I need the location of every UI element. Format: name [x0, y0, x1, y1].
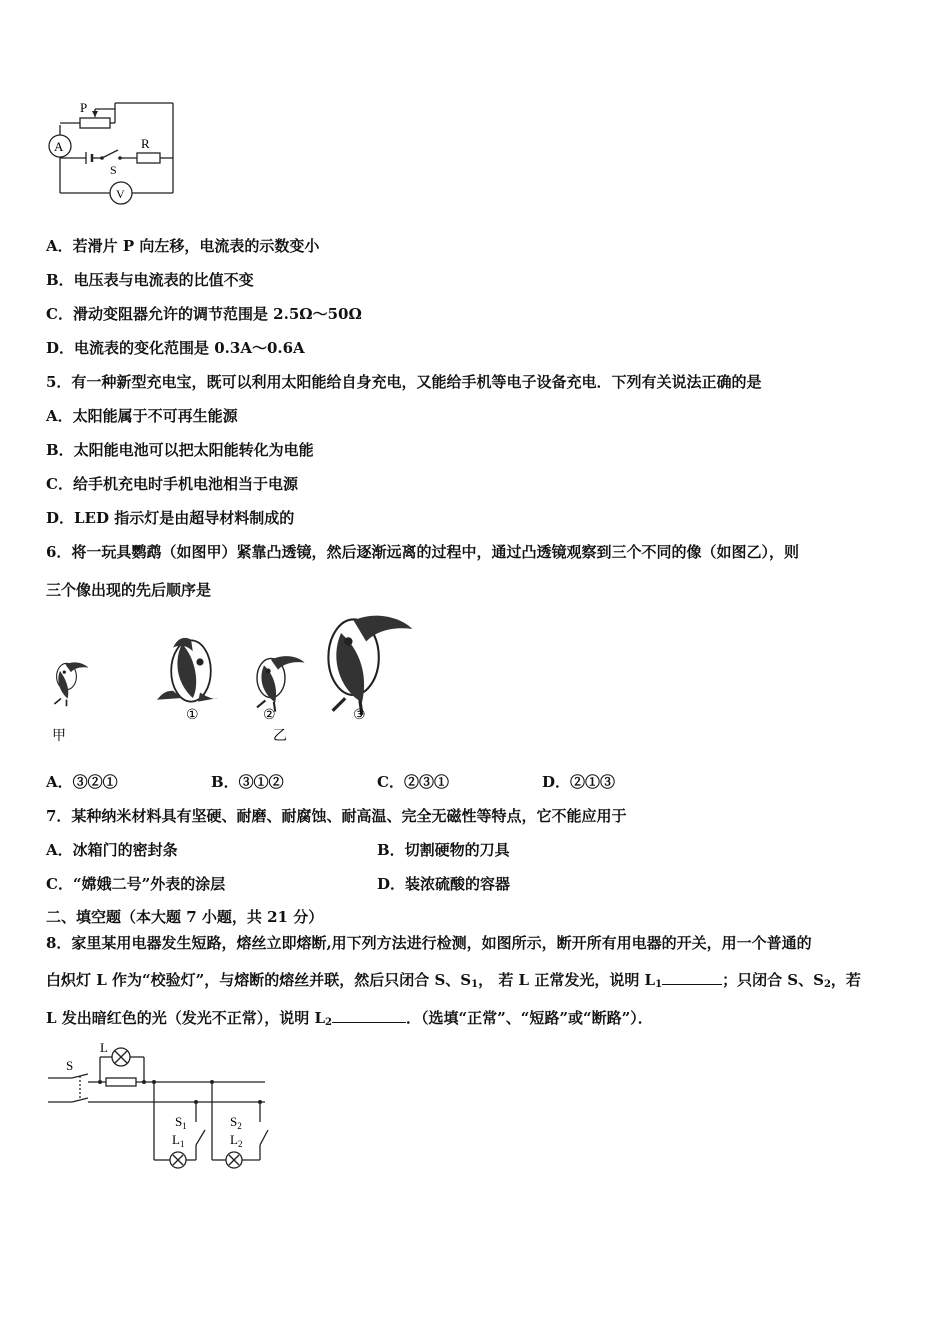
- q5-option-d: D．LED 指示灯是由超导材料制成的: [46, 509, 295, 527]
- section2-title: 二、填空题（本大题 7 小题，共 21 分）: [46, 908, 324, 926]
- svg-text:S2: $S_2$: [230, 1114, 242, 1131]
- q6-stem-line2: 三个像出现的先后顺序是: [46, 581, 212, 599]
- label-jia: 甲: [52, 729, 66, 744]
- label-L-check: L: [100, 1040, 108, 1055]
- answer-blank-2[interactable]: [332, 1008, 406, 1023]
- q6-option-c: C．②③①: [377, 773, 449, 791]
- q6-option-b: B．③①②: [211, 773, 284, 791]
- parrot-image-2: [257, 656, 305, 711]
- voltmeter-label: V: [116, 187, 125, 201]
- q8-line3: L 发出暗红色的光（发光不正常），说明 $L_2$ ．（选填“正常”、“短路”或“断路”）．: [46, 1009, 653, 1028]
- q8-line1: 8．家里某用电器发生短路，熔丝立即熔断,用下列方法进行检测，如图所示，断开所有用电器的开关，用一个普通的: [46, 934, 812, 952]
- label-L2: L: [230, 1132, 238, 1147]
- q6-option-a: A．③②①: [46, 773, 118, 791]
- label-S1: S: [175, 1114, 183, 1129]
- svg-text:L1: $L_1$: [172, 1132, 185, 1149]
- q4-option-a: A．若滑片 P 向左移，电流表的示数变小: [46, 237, 320, 255]
- parrot-jia: [54, 662, 88, 706]
- svg-text:L2: $L_2$: [230, 1132, 243, 1149]
- q6-stem-line1: 6．将一玩具鹦鹉（如图甲）紧靠凸透镜，然后逐渐远离的过程中，通过凸透镜观察到三个不同的像（如图乙），则: [46, 543, 799, 561]
- q7-option-c: C．“嫦娥二号”外表的涂层: [46, 875, 226, 893]
- circuit-diagram-q8: [40, 1040, 280, 1175]
- label-n3: ③: [353, 708, 366, 723]
- q4-option-d: D．电流表的变化范围是 0.3A～0.6A: [46, 339, 305, 357]
- label-S-main: S: [66, 1058, 74, 1073]
- q4-option-c: C．滑动变阻器允许的调节范围是 2.5Ω～50Ω: [46, 305, 362, 323]
- q4-option-b: B．电压表与电流表的比值不变: [46, 271, 254, 289]
- svg-text:S1: $S_1$: [175, 1114, 187, 1131]
- parrot-figure-q6: [40, 605, 420, 745]
- label-n1: ①: [186, 708, 199, 723]
- answer-blank-1[interactable]: [662, 970, 722, 985]
- circuit-diagram-q4: [40, 95, 190, 210]
- q7-option-a: A．冰箱门的密封条: [46, 841, 178, 859]
- label-S: S: [110, 163, 117, 177]
- q7-stem: 7．某种纳米材料具有坚硬、耐磨、耐腐蚀、耐高温、完全无磁性等特点，它不能应用于: [46, 807, 627, 825]
- label-n2: ②: [263, 708, 276, 723]
- ammeter-label: A: [54, 139, 64, 154]
- q5-option-a: A．太阳能属于不可再生能源: [46, 407, 238, 425]
- label-P: P: [80, 100, 88, 115]
- parrot-image-1: [157, 638, 218, 702]
- q7-option-b: B．切割硬物的刀具: [377, 841, 510, 859]
- label-R: R: [141, 136, 150, 151]
- q6-option-d: D．②①③: [542, 773, 616, 791]
- label-L1: L: [172, 1132, 180, 1147]
- q8-line2: 白炽灯 L 作为“校验灯”，与熔断的熔丝并联，然后只闭合 S、$S_1$， 若 L 正常发光，说明 $L_1$ ；只闭合 S、$S_2$，若: [46, 971, 861, 990]
- label-S2: S: [230, 1114, 238, 1129]
- q5-option-b: B．太阳能电池可以把太阳能转化为电能: [46, 441, 314, 459]
- q5-stem: 5．有一种新型充电宝，既可以利用太阳能给自身充电，又能给手机等电子设备充电．下列有关说法正确的是: [46, 373, 762, 391]
- q7-option-d: D．装浓硫酸的容器: [377, 875, 511, 893]
- parrot-image-3: [328, 616, 412, 715]
- q5-option-c: C．给手机充电时手机电池相当于电源: [46, 475, 298, 493]
- label-yi: 乙: [273, 729, 287, 744]
